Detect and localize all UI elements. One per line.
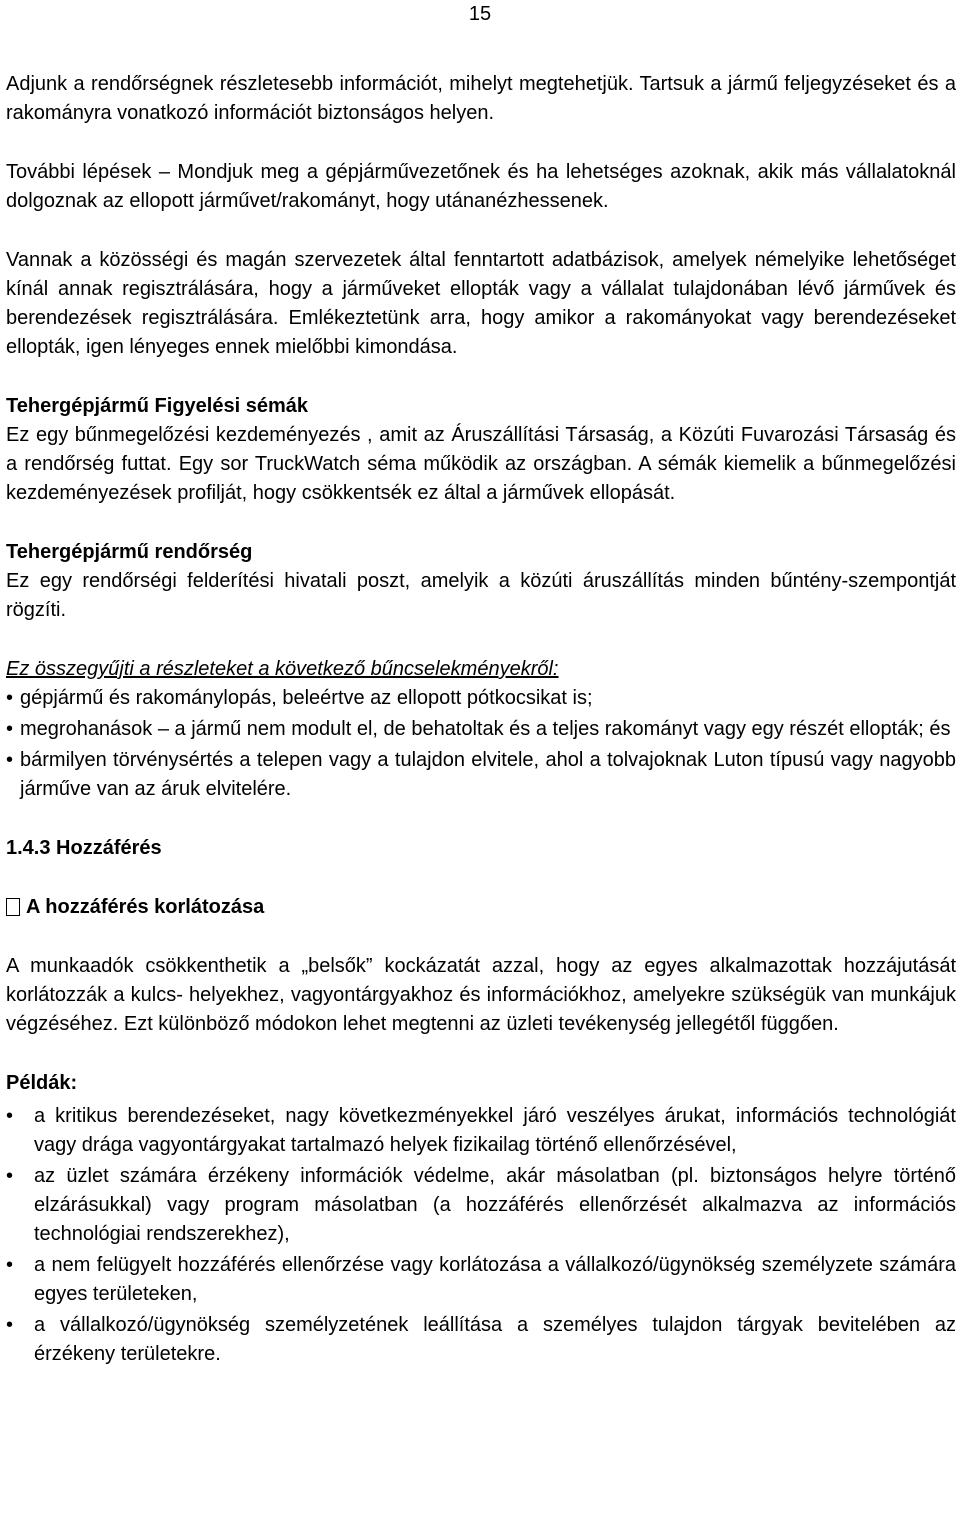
bullet-icon: •: [6, 1254, 14, 1276]
truckwatch-heading: Tehergépjármű Figyelési sémák: [6, 395, 308, 417]
access-restriction-heading-text: A hozzáférés korlátozása: [26, 896, 265, 918]
paragraph-further-steps: További lépések – Mondjuk meg a gépjárművezetőnek és ha lehetséges azoknak, akik más vállalatoknál dolgoznak az ellopott járművet/rakományt, hogy utánanézhessenek.: [6, 161, 956, 212]
list-item-text: a nem felügyelt hozzáférés ellenőrzése vagy korlátozása a vállalkozó/ügynökség személyzete számára egyes területeken,: [34, 1254, 956, 1305]
paragraph-databases: Vannak a közösségi és magán szervezetek által fenntartott adatbázisok, amelyek némelyike lehetőséget kínál annak regisztrálására, hogy a járműveket ellopták vagy a vállalat tulajdonában lévő járművek és berendezések regisztrálására. Emlékeztetünk arra, hogy amikor a rakományokat vagy berendezéseket ellopták, igen lényeges ennek mielőbbi kimondása.: [6, 249, 956, 358]
list-item-text: gépjármű és rakománylopás, beleértve az ellopott pótkocsikat is;: [20, 687, 593, 709]
bullet-icon: •: [6, 1105, 14, 1127]
list-item-text: megrohanások – a jármű nem modult el, de behatoltak és a teljes rakományt vagy egy részét ellopták; és: [20, 718, 951, 740]
truck-police-body: Ez egy rendőrségi felderítési hivatali poszt, amelyik a közúti áruszállítás minden bűntény-szempontját rögzíti.: [6, 570, 956, 621]
crime-list-intro: Ez összegyűjti a részleteket a következő bűncselekményekről:: [6, 658, 559, 680]
list-item: [6, 684, 956, 713]
truck-police-heading: Tehergépjármű rendőrség: [6, 541, 253, 563]
bullet-icon: •: [6, 1165, 14, 1187]
list-item-text: a kritikus berendezéseket, nagy következményekkel járó veszélyes árukat, információs technológiát vagy drága vagyontárgyakat tartalmazó helyek fizikailag történő ellenőrzésével,: [34, 1105, 956, 1156]
list-item: [6, 746, 956, 804]
truck-police-section: [6, 538, 956, 625]
truckwatch-body: Ez egy bűnmegelőzési kezdeményezés , amit az Áruszállítási Társaság, a Közúti Fuvarozási Társaság és a rendőrség futtat. Egy sor TruckWatch séma működik az országban. A sémák kiemelik a bűnmegelőzési kezdeményezések profilját, hogy csökkentsék ez által a járművek ellopását.: [6, 424, 956, 504]
paragraph-police-info: Adjunk a rendőrségnek részletesebb információt, mihelyt megtehetjük. Tartsuk a jármű feljegyzéseket és a rakományra vonatkozó információt biztonságos helyen.: [6, 73, 956, 124]
list-item: [6, 1102, 956, 1160]
list-item: [6, 715, 956, 744]
document-body: [6, 70, 956, 1399]
truckwatch-section: [6, 392, 956, 508]
list-item-text: az üzlet számára érzékeny információk védelme, akár másolatban (pl. biztonságos helyre történő elzárásukkal) vagy program másolatban (a hozzáférés ellenőrzését alkalmazva az információs technológiai rendszerekhez),: [34, 1165, 956, 1245]
bullet-icon: •: [6, 749, 14, 771]
page-number: 15: [468, 3, 492, 25]
section-title: 1.4.3 Hozzáférés: [6, 837, 162, 859]
bullet-icon: •: [6, 1314, 14, 1336]
checkbox-glyph-icon: [6, 898, 20, 916]
examples-list: [6, 1102, 956, 1369]
list-item: [6, 1311, 956, 1369]
list-item: [6, 1251, 956, 1309]
list-item: [6, 1162, 956, 1249]
crime-list: [6, 684, 956, 804]
list-item-text: a vállalkozó/ügynökség személyzetének leállítása a személyes tulajdon tárgyak bevitelében az érzékeny területekre.: [34, 1314, 956, 1365]
examples-label: Példák:: [6, 1072, 78, 1094]
bullet-icon: •: [6, 687, 14, 709]
access-restriction-body: A munkaadók csökkenthetik a „belsők” kockázatát azzal, hogy az egyes alkalmazottak hozzájutását korlátozzák a kulcs- helyekhez, vagyontárgyakhoz és információkhoz, amelyekre szükségük van munkájuk végzéséhez. Ezt különböző módokon lehet megtenni az üzleti tevékenység jellegétől függően.: [6, 955, 956, 1035]
bullet-icon: •: [6, 718, 14, 740]
list-item-text: bármilyen törvénysértés a telepen vagy a tulajdon elvitele, ahol a tolvajoknak Luton típusú vagy nagyobb járműve van az áruk elvitelére.: [20, 749, 956, 800]
access-restriction-heading: [6, 893, 956, 922]
